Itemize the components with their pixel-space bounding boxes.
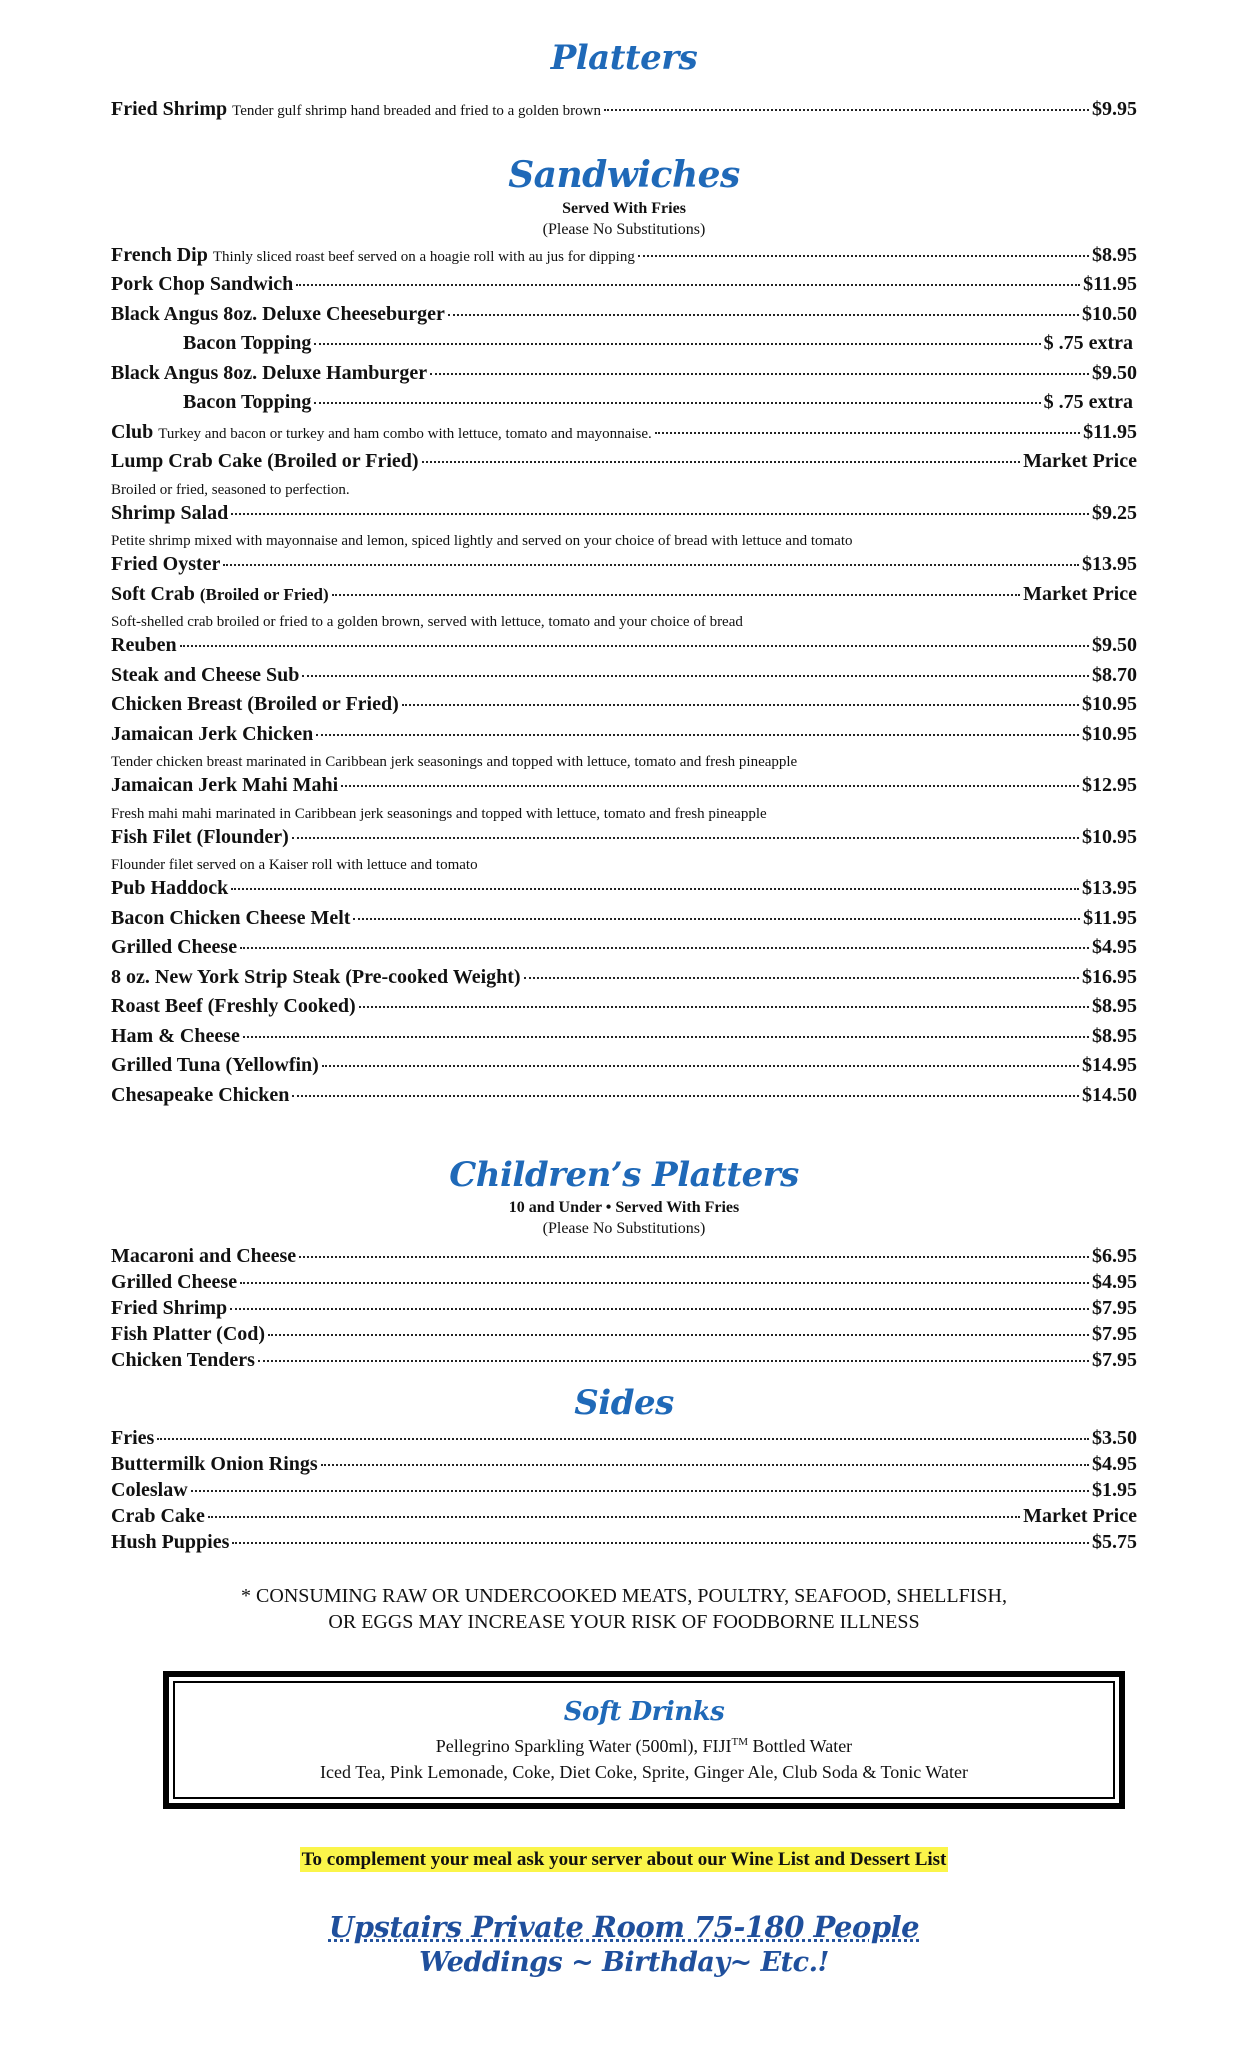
menu-item-reuben: Reuben $9.50 [111,634,1137,656]
trademark-mark: TM [731,1736,748,1748]
item-description: Soft-shelled crab broiled or fried to a golden brown, served with lettuce, tomato and your choice of bread [111,614,743,630]
menu-item-fish-filet: Fish Filet (Flounder) $10.95 [111,825,1137,848]
wine-dessert-promo: To complement your meal ask your server about our Wine List and Dessert List [301,1849,947,1870]
item-name: Fried Shrimp Tender gulf shrimp hand breaded and fried to a golden brown [111,98,601,120]
events-tagline: Weddings ~ Birthday~ Etc.! [419,1947,829,1978]
menu-item-kids-grilled-cheese: Grilled Cheese $4.95 [111,1271,1137,1293]
soft-drinks-box [163,1671,1125,1809]
private-room-heading: Upstairs Private Room 75-180 People [328,1910,920,1944]
menu-item-bacon-chicken-cheese-melt: Bacon Chicken Cheese Melt $11.95 [111,906,1137,929]
menu-content [111,0,1137,1981]
dot-leader [604,109,1089,111]
childrens-subtitle: 10 and Under • Served With Fries [508,1199,740,1216]
menu-item-bacon-topping: Bacon Topping $ .75 extra [183,391,1133,413]
menu-item-jerk-chicken: Jamaican Jerk Chicken $10.95 [111,722,1137,745]
menu-item-roast-beef: Roast Beef (Freshly Cooked) $8.95 [111,995,1137,1017]
menu-item-pork-chop-sandwich: Pork Chop Sandwich $11.95 [111,273,1137,295]
item-description: Fresh mahi mahi marinated in Caribbean jerk seasonings and topped with lettuce, tomato and fresh pineapple [111,805,767,822]
menu-item-club: Club Turkey and bacon or turkey and ham combo with lettuce, tomato and mayonnaise. $11.95 [111,420,1137,443]
menu-item-fish-platter: Fish Platter (Cod) $7.95 [111,1323,1137,1345]
menu-item-deluxe-hamburger: Black Angus 8oz. Deluxe Hamburger $9.50 [111,361,1137,384]
item-description: Tender chicken breast marinated in Caribbean jerk seasonings and topped with lettuce, tomato and fresh pineapple [111,754,798,770]
menu-item-onion-rings: Buttermilk Onion Rings $4.95 [111,1453,1137,1475]
menu-item-chicken-tenders: Chicken Tenders $7.95 [111,1349,1137,1371]
menu-item-ham-cheese: Ham & Cheese $8.95 [111,1024,1137,1047]
soft-drinks-inner [173,1681,1115,1799]
menu-item-deluxe-cheeseburger: Black Angus 8oz. Deluxe Cheeseburger $10.50 [111,302,1137,325]
soft-drinks-line-2: Iced Tea, Pink Lemonade, Coke, Diet Coke, Sprite, Ginger Ale, Club Soda & Tonic Water [320,1762,968,1782]
food-safety-warning: * CONSUMING RAW OR UNDERCOOKED MEATS, POULTRY, SEAFOOD, SHELLFISH, OR EGGS MAY INCREASE YOUR RISK OF FOODBORNE ILLNESS [241,1585,1007,1633]
bullet-icon: • [605,1199,612,1216]
soft-drinks-line-1: Pellegrino Sparkling Water (500ml), FIJI™ Bottled Water [435,1736,853,1756]
menu-item-grilled-tuna: Grilled Tuna (Yellowfin) $14.95 [111,1054,1137,1076]
menu-item-shrimp-salad: Shrimp Salad $9.25 [111,501,1137,524]
sandwiches-subtitle: Served With Fries [562,199,686,217]
menu-item-bacon-topping: Bacon Topping $ .75 extra [183,332,1133,354]
menu-item-kids-fried-shrimp: Fried Shrimp $7.95 [111,1297,1137,1319]
menu-item-pub-haddock: Pub Haddock $13.95 [111,877,1137,899]
item-description: Flounder filet served on a Kaiser roll with lettuce and tomato [111,857,478,873]
menu-item-strip-steak: 8 oz. New York Strip Steak (Pre-cooked Weight) $16.95 [111,965,1137,988]
menu-item-crab-cake-side: Crab Cake Market Price [111,1505,1137,1527]
menu-item-lump-crab-cake: Lump Crab Cake (Broiled or Fried) Market Price [111,450,1137,472]
menu-item-chicken-breast: Chicken Breast (Broiled or Fried) $10.95 [111,693,1137,715]
sandwiches-note: (Please No Substitutions) [542,220,706,238]
promo-line [111,1849,1137,1871]
childrens-note: (Please No Substitutions) [542,1220,706,1237]
menu-item-hush-puppies: Hush Puppies $5.75 [111,1531,1137,1553]
menu-item-fried-oyster: Fried Oyster $13.95 [111,553,1137,575]
menu-item-fries: Fries $3.50 [111,1427,1137,1449]
menu-item-steak-cheese-sub: Steak and Cheese Sub $8.70 [111,663,1137,686]
platters-heading: Platters [550,38,698,78]
menu-item-fried-shrimp-platter [111,98,1137,128]
childrens-platters-heading: Children’s Platters [449,1155,799,1195]
menu-item-chesapeake-chicken: Chesapeake Chicken $14.50 [111,1083,1137,1106]
menu-item-soft-crab: Soft Crab (Broiled or Fried) Market Price [111,582,1137,605]
menu-item-macaroni-cheese: Macaroni and Cheese $6.95 [111,1245,1137,1267]
menu-item-grilled-cheese: Grilled Cheese $4.95 [111,936,1137,958]
menu-item-coleslaw: Coleslaw $1.95 [111,1479,1137,1501]
menu-item-french-dip: French Dip Thinly sliced roast beef served on a hoagie roll with au jus for dipping $8.95 [111,243,1137,266]
sandwiches-heading: Sandwiches [508,153,740,196]
item-description: Petite shrimp mixed with mayonnaise and lemon, spiced lightly and served on your choice of bread with lettuce and tomato [111,533,853,549]
sides-heading: Sides [574,1383,674,1423]
soft-drinks-heading: Soft Drinks [563,1697,725,1727]
item-price: $9.95 [1092,98,1137,120]
item-description: Broiled or fried, seasoned to perfection. [111,481,350,498]
menu-item-jerk-mahi-mahi: Jamaican Jerk Mahi Mahi $12.95 [111,774,1137,796]
